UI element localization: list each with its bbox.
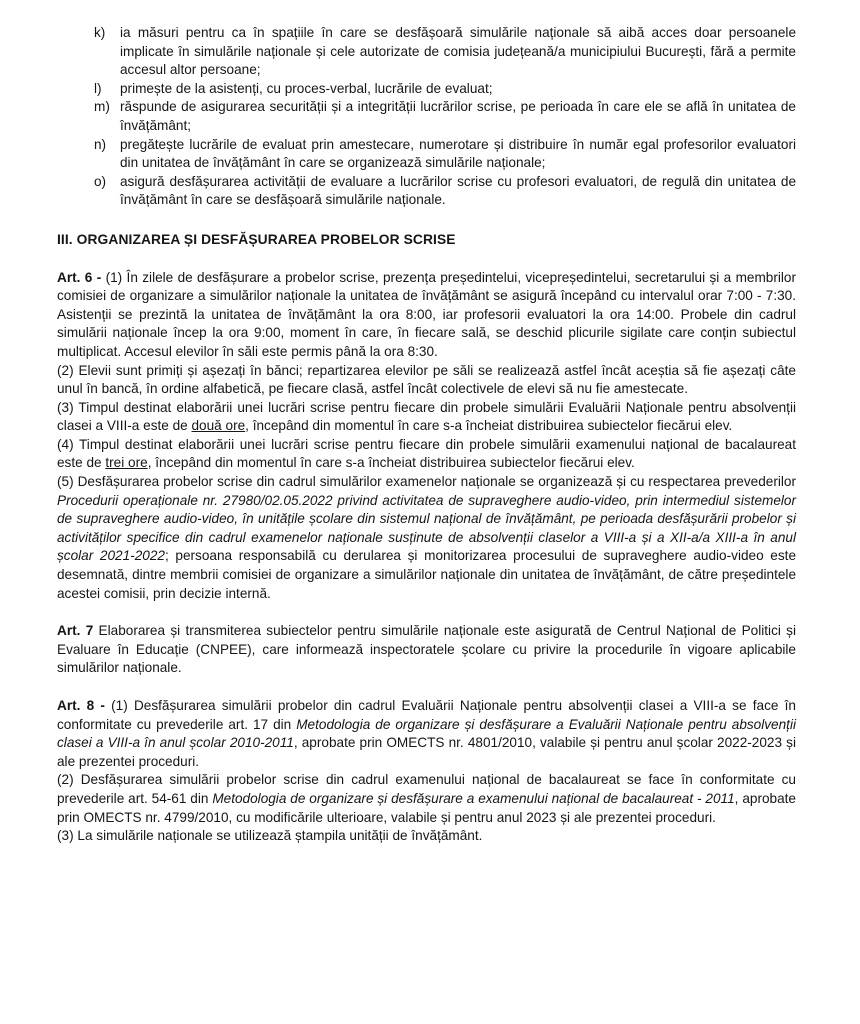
paragraph-art6-5: (5) Desfășurarea probelor scrise din cadrul simulărilor examenelor naționale se organizează și cu respectarea prevederilor Procedurii operaționale nr. 27980/02.05.2022 privind activitatea de supraveghere audio-video, prin intermediul sistemelor de supraveghere audio-video, în unitățile școlare din sistemul național de învățământ, pe perioada desfășurării probelor și activităților specifice din cadrul examenelor naționale susținute de absolvenții claselor a VIII-a și a XII-a/a XIII-a în anul școlar 2021-2022; persoana responsabilă cu derularea și monitorizarea procesului de supraveghere audio-video este desemnată, dintre membrii comisiei de organizare a simulărilor naționale din unitatea de învățământ, de către președintele acestei comisii, prin decizie internă. bbox=[57, 474, 797, 601]
list-item-o bbox=[94, 173, 796, 210]
list-marker: k) bbox=[94, 25, 106, 40]
list-item-text: primește de la asistenți, cu proces-verbal, lucrările de evaluat; bbox=[120, 80, 493, 96]
list-item-text: pregătește lucrările de evaluat prin amestecare, numerotare și distribuire în număr egal profesorilor evaluatori din unitatea de învățământ în care se organizează simulările naționale; bbox=[120, 136, 796, 171]
paragraph-art7: Art. 7 Elaborarea și transmiterea subiectelor pentru simulările naționale este asigurată de Centrul Național de Politici și Evaluare în Educație (CNPEE), care informează inspectoratele școlare cu privire la procedurile în vigoare aplicabile simulărilor naționale. bbox=[57, 623, 796, 676]
paragraph-art6-2: (2) Elevii sunt primiți și așezați în bănci; repartizarea elevilor pe săli se realizează astfel încât aceștia să fie așezați câte unul în bancă, în ordine alfabetică, pe fiecare clasă, astfel încât colectivele de elevi să nu fie amestecate. bbox=[57, 362, 796, 397]
list-marker: n) bbox=[94, 136, 107, 152]
paragraph-art8-3: (3) La simulările naționale se utilizează ștampila unității de învățământ. bbox=[57, 828, 483, 844]
list-marker: m) bbox=[94, 99, 110, 115]
list-item-k bbox=[94, 24, 796, 80]
list-item-text: asigură desfășurarea activității de evaluare a lucrărilor scrise cu profesori evaluatori, de regulă din unitatea de învățământ în care se desfășoară simulările naționale. bbox=[120, 173, 796, 208]
duty-list bbox=[94, 24, 796, 210]
paragraph-art6-4: (4) Timpul destinat elaborării unei lucrări scrise pentru fiecare din probele simulării examenului național de bacalaureat este de trei ore, începând din momentul în care s-a încheiat distribuirea subiectelor fiecărui elev. bbox=[57, 436, 796, 471]
list-marker: l) bbox=[94, 80, 102, 96]
list-marker: o) bbox=[94, 173, 107, 189]
list-item-l bbox=[94, 80, 796, 99]
paragraph-art8-1: Art. 8 - (1) Desfășurarea simulării probelor din cadrul Evaluării Naționale pentru absolvenții clasei a VIII-a se face în conformitate cu prevederile art. 17 din Metodologia de organizare și desfășurare a Evaluării Naționale pentru absolvenții clasei a VIII-a în anul școlar 2010-2011, aprobate prin OMECTS nr. 4801/2010, valabile și pentru anul școlar 2022-2023 și ale prezentei proceduri. bbox=[57, 698, 796, 769]
list-item-m bbox=[94, 98, 796, 135]
paragraph-art6-1: Art. 6 - (1) În zilele de desfășurare a probelor scrise, prezența președintelui, vicepreședintelui, secretarului și a membrilor comisiei de organizare a simulărilor naționale la unitatea de învățământ se asigură începând cu intervalul orar 7:00 - 7:30. Asistenții se prezintă la unitatea de învățământ la ora 8:00, iar profesorii evaluatori la ora 14:00. Probele din cadrul simulării naționale încep la ora 9:00, moment în care, în fiecare sală, se deschid plicurile sigilate care conțin subiectul multiplicat. Accesul elevilor în săli este permis până la ora 8:30. bbox=[57, 269, 796, 359]
section-heading: III. ORGANIZAREA ȘI DESFĂȘURAREA PROBELOR SCRISE bbox=[57, 231, 456, 247]
paragraph-art8-2: (2) Desfășurarea simulării probelor scrise din cadrul examenului național de bacalaureat se face în conformitate cu prevederile art. 54-61 din Metodologia de organizare și desfășurare a examenului național de bacalaureat - 2011, aprobate prin OMECTS nr. 4799/2010, cu modificările ulterioare, valabile și pentru anul 2023 și ale prezentei proceduri. bbox=[57, 772, 796, 825]
paragraph-art6-3: (3) Timpul destinat elaborării unei lucrări scrise pentru fiecare din probele simulării Evaluării Naționale pentru absolvenții clasei a VIII-a este de două ore, începând din momentul în care s-a încheiat distribuirea subiectelor fiecărui elev. bbox=[57, 399, 796, 434]
list-item-n bbox=[94, 136, 796, 173]
list-item-text: ia măsuri pentru ca în spațiile în care se desfășoară simulările naționale să aibă acces doar persoanele implicate în simulările naționale și cele autorizate de comisia județeană/a municipiului București, fără a permite accesul altor persoane; bbox=[120, 25, 796, 78]
list-item-text: răspunde de asigurarea securității și a integrității lucrărilor scrise, pe perioada în care ele se află în unitatea de învățământ; bbox=[120, 99, 796, 133]
